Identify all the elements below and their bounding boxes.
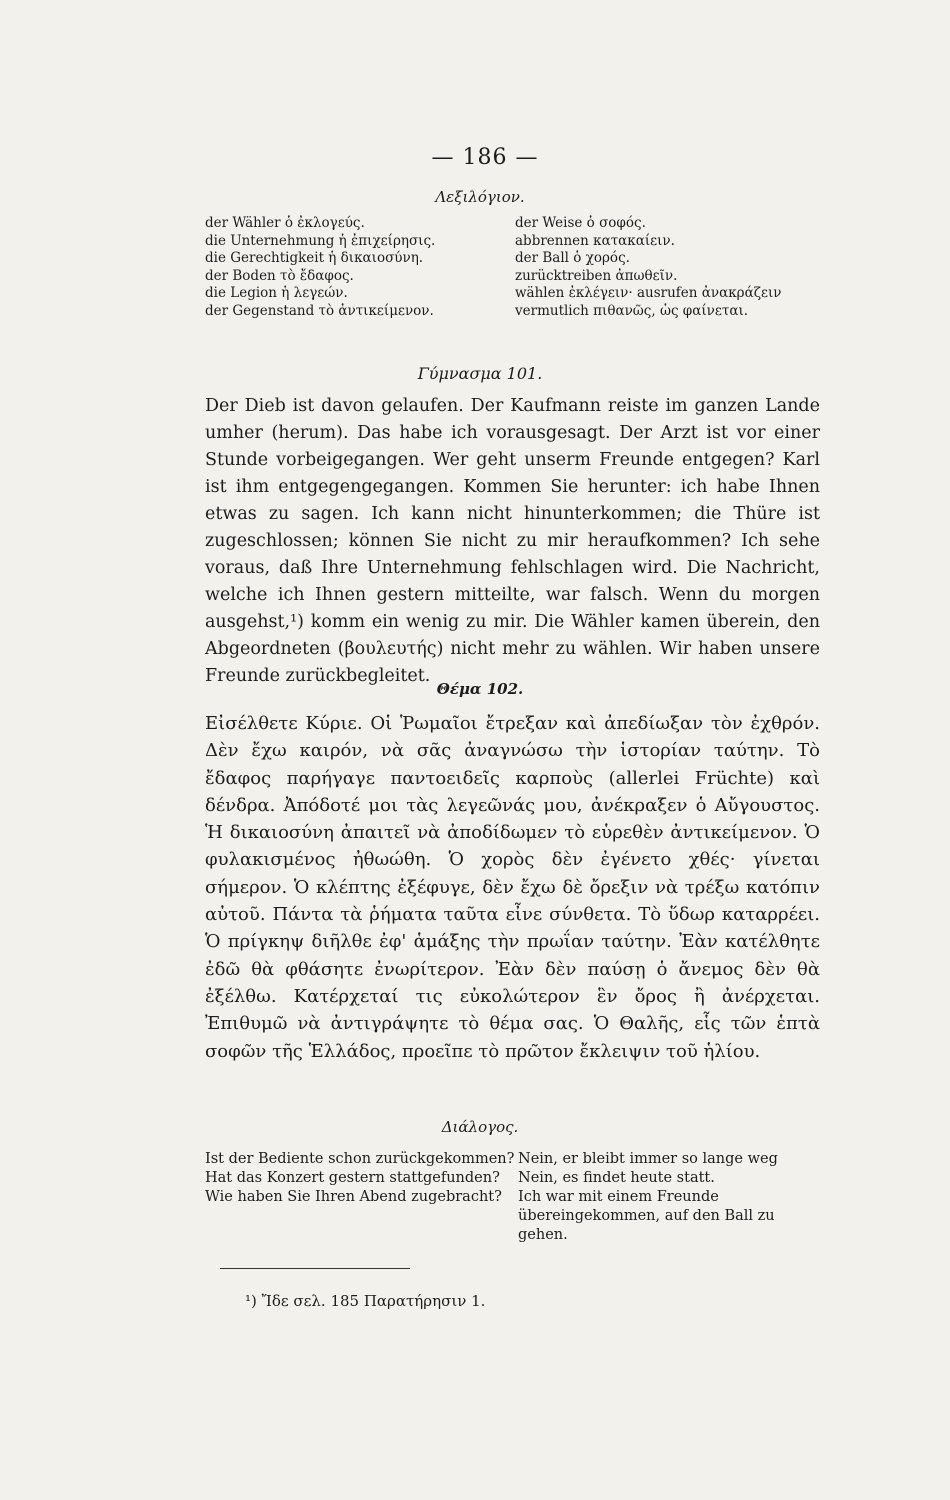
- vocabulary-entry: der Wähler ὁ ἐκλογεύς.: [205, 215, 365, 231]
- footnote-divider: [220, 1268, 410, 1269]
- vocabulary-entry: zurücktreiben ἀπωθεῖν.: [515, 267, 678, 284]
- theme-title: Θέμα 102.: [436, 680, 524, 698]
- page-number: — 186 —: [431, 145, 539, 170]
- theme-text: Εἰσέλθετε Κύριε. Οἱ Ῥωμαῖοι ἔτρεξαν καὶ ἀπεδίωξαν τὸν ἐχθρόν. Δὲν ἔχω καιρόν, νὰ σᾶς ἀναγνώσω τὴν ἱστορίαν ταύτην. Τὸ ἔδαφος παρήγαγε παντοειδεῖς καρποὺς (allerlei Früchte) καὶ δένδρα. Ἀπόδοτέ μοι τὰς λεγεῶνάς μου, ἀνέκραξεν ὁ Αὔγουστος. Ἡ δικαιοσύνη ἀπαιτεῖ νὰ ἀποδίδωμεν τὸ εὑρεθὲν ἀντικείμενον. Ὁ φυλακισμένος ἠθωώθη. Ὁ χορὸς δὲν ἐγένετο χθές· γίνεται σήμερον. Ὁ κλέπτης ἐξέφυγε, δὲν ἔχω δὲ ὄρεξιν νὰ τρέξω κατόπιν αὐτοῦ. Πάντα τὰ ῥήματα ταῦτα εἶνε σύνθετα. Τὸ ὕδωρ καταρρέει. Ὁ πρίγκηψ διῆλθε ἐφ' ἁμάξης τὴν πρωΐαν ταύτην. Ἐὰν κατέλθητε ἐδῶ θὰ φθάσητε ἐνωρίτερον. Ἐὰν δὲν παύσῃ ὁ ἄνεμος δὲν θὰ ἐξέλθω. Κατέρχεταί τις εὐκολώτερον ἓν ὄρος ἢ ἀνέρχεται. Ἐπιθυμῶ νὰ ἀντιγράψητε τὸ θέμα σας. Ὁ Θαλῆς, εἷς τῶν ἑπτὰ σοφῶν τῆς Ἑλλάδος, προεῖπε τὸ πρῶτον ἔκλειψιν τοῦ ἡλίου.: [205, 713, 820, 1062]
- vocabulary-left-column: [205, 215, 495, 320]
- exercise-title: Γύμνασμα 101.: [417, 364, 543, 383]
- dialogue-answer: Nein, er bleibt immer so lange weg: [518, 1151, 778, 1167]
- dialogue-answer: Nein, es findet heute statt.: [518, 1170, 715, 1186]
- vocabulary-entry: abbrennen κατακαίειν.: [515, 232, 675, 249]
- vocabulary-entry: die Unternehmung ἡ ἐπιχείρησις.: [205, 232, 436, 249]
- vocabulary-entry: vermutlich πιθανῶς, ὡς φαίνεται.: [515, 302, 749, 319]
- vocabulary-entry: der Ball ὁ χορός.: [515, 250, 630, 266]
- footnote: ¹) Ἴδε σελ. 185 Παρατήρησιν 1.: [245, 1292, 486, 1310]
- dialogue-title: Διάλογος.: [441, 1118, 519, 1136]
- vocabulary-title: Λεξιλόγιον.: [435, 188, 525, 206]
- dialogue-answers: [518, 1150, 808, 1245]
- dialogue-question: Ist der Bediente schon zurückgekommen?: [205, 1151, 515, 1167]
- dialogue-question: Wie haben Sie Ihren Abend zugebracht?: [205, 1189, 502, 1205]
- vocabulary-entry: die Legion ἡ λεγεών.: [205, 285, 348, 301]
- dialogue-question: Hat das Konzert gestern stattgefunden?: [205, 1170, 500, 1186]
- vocabulary-entry: wählen ἐκλέγειν· ausrufen ἀνακράζειν: [515, 285, 782, 301]
- vocabulary-entry: der Boden τὸ ἔδαφος.: [205, 267, 354, 284]
- vocabulary-entry: die Gerechtigkeit ἡ δικαιοσύνη.: [205, 250, 424, 266]
- vocabulary-entry: der Gegenstand τὸ ἀντικείμενον.: [205, 302, 434, 319]
- vocabulary-right-column: [515, 215, 835, 320]
- dialogue-questions: [205, 1150, 515, 1207]
- exercise-text: Der Dieb ist davon gelaufen. Der Kaufmann reiste im ganzen Lande umher (herum). Das habe ich vorausgesagt. Der Arzt ist vor einer Stunde vorbeigegangen. Wer geht unserm Freunde entgegen? Karl ist ihm entgegengegangen. Kommen Sie herunter: ich habe Ihnen etwas zu sagen. Ich kann nicht hinunterkommen; die Thüre ist zugeschlossen; können Sie nicht zu mir heraufkommen? Ich sehe voraus, daß Ihre Unternehmung fehlschlagen wird. Die Nachricht, welche ich Ihnen gestern mitteilte, war falsch. Wenn du morgen ausgehst,¹) komm ein wenig zu mir. Die Wähler kamen überein, den Abgeordneten (βουλευτής) nicht mehr zu wählen. Wir haben unsere Freunde zurückbegleitet.: [205, 396, 820, 686]
- vocabulary-entry: der Weise ὁ σοφός.: [515, 215, 646, 231]
- dialogue-answer: Ich war mit einem Freunde übereingekommen, auf den Ball zu gehen.: [518, 1189, 775, 1243]
